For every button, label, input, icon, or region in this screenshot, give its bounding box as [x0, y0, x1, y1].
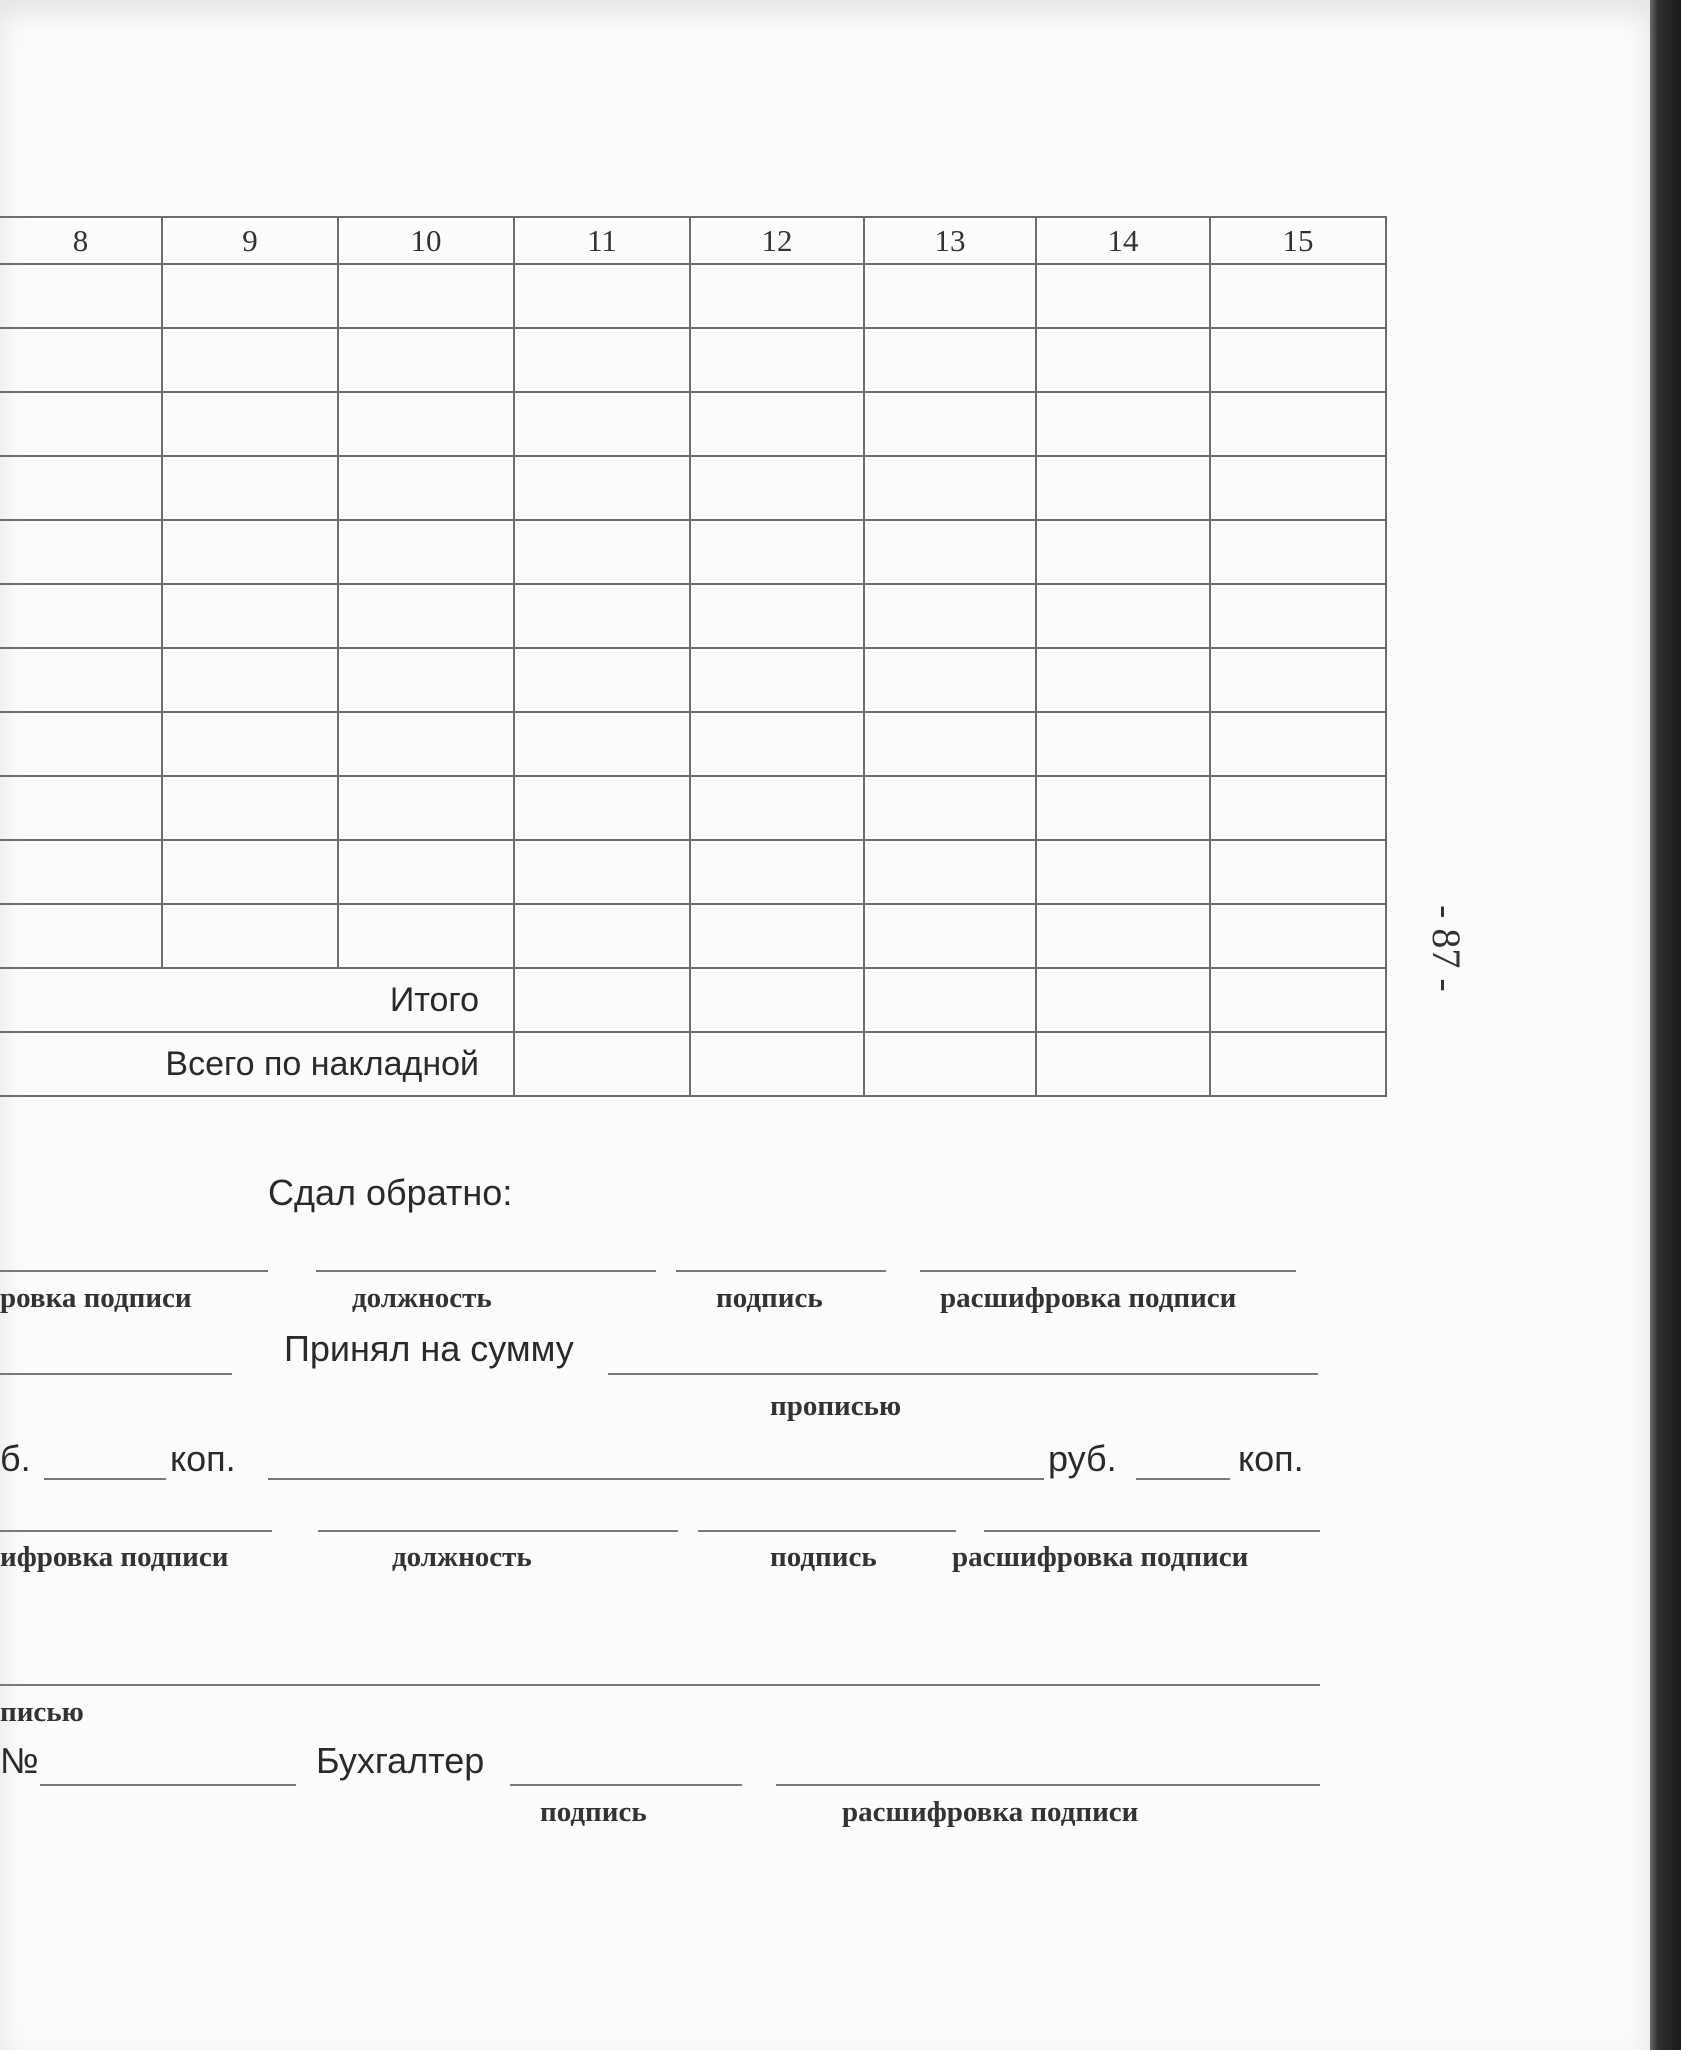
signature-line	[318, 1530, 678, 1532]
table-row	[0, 648, 1386, 712]
table-cell	[690, 520, 864, 584]
table-cell	[864, 584, 1036, 648]
table-cell	[1210, 904, 1386, 968]
table-cell	[338, 648, 514, 712]
table-cell	[864, 712, 1036, 776]
number-sign: №	[0, 1740, 39, 1781]
number-line	[40, 1784, 296, 1786]
table-cell	[690, 904, 864, 968]
table-cell	[162, 264, 338, 328]
col-header: 11	[514, 217, 690, 264]
table-cell	[864, 264, 1036, 328]
table-cell	[162, 328, 338, 392]
table-cell	[1036, 264, 1210, 328]
kop-line	[1136, 1478, 1230, 1480]
table-cell	[514, 776, 690, 840]
table-cell	[1036, 776, 1210, 840]
table-cell	[690, 840, 864, 904]
caption-words: писью	[0, 1696, 84, 1728]
kop-label: коп.	[1238, 1438, 1304, 1479]
table-cell	[162, 520, 338, 584]
col-header: 10	[338, 217, 514, 264]
table-cell	[864, 904, 1036, 968]
col-header: 12	[690, 217, 864, 264]
caption-words: прописью	[770, 1390, 902, 1422]
table-cell	[864, 328, 1036, 392]
table-cell	[0, 648, 162, 712]
table-cell	[1036, 456, 1210, 520]
table-cell	[0, 392, 162, 456]
table-cell	[1210, 456, 1386, 520]
signature-line	[676, 1270, 886, 1272]
table-cell	[162, 456, 338, 520]
table-cell	[864, 456, 1036, 520]
table-cell	[0, 328, 162, 392]
table-cell	[1210, 968, 1386, 1032]
table-cell	[162, 904, 338, 968]
caption-position: должность	[352, 1282, 492, 1314]
table-cell	[514, 648, 690, 712]
table-cell	[162, 392, 338, 456]
signature-line	[0, 1270, 268, 1272]
table-cell	[864, 648, 1036, 712]
table-cell	[338, 328, 514, 392]
col-header: 8	[0, 217, 162, 264]
table-cell	[690, 392, 864, 456]
table-cell	[690, 456, 864, 520]
table-cell	[338, 584, 514, 648]
scan-edge	[1650, 0, 1681, 2050]
table-cell	[1210, 648, 1386, 712]
table-cell	[1036, 712, 1210, 776]
table-cell	[690, 1032, 864, 1096]
caption-decode: расшифровка подписи	[952, 1541, 1249, 1573]
table-cell	[338, 840, 514, 904]
rub-label: б.	[0, 1438, 31, 1479]
table-cell	[1036, 328, 1210, 392]
table-cell	[1210, 328, 1386, 392]
vsego-label: Всего по накладной	[0, 1032, 514, 1096]
table-cell	[0, 904, 162, 968]
caption-decode: расшифровка подписи	[842, 1796, 1139, 1828]
table-cell	[1210, 712, 1386, 776]
col-header: 13	[864, 217, 1036, 264]
table-cell	[514, 712, 690, 776]
itogo-row	[0, 968, 1386, 1032]
table-cell	[0, 776, 162, 840]
table-cell	[0, 264, 162, 328]
signature-line	[920, 1270, 1296, 1272]
table-cell	[690, 328, 864, 392]
amount-line	[0, 1684, 1320, 1686]
caption-signature: подпись	[770, 1541, 877, 1573]
table-cell	[1036, 520, 1210, 584]
col-header: 15	[1210, 217, 1386, 264]
table-cell	[0, 712, 162, 776]
col-header: 9	[162, 217, 338, 264]
table-cell	[514, 904, 690, 968]
caption-decode: ровка подписи	[0, 1282, 192, 1314]
table-cell	[514, 1032, 690, 1096]
table-cell	[1036, 904, 1210, 968]
table-cell	[864, 392, 1036, 456]
table-cell	[162, 648, 338, 712]
table-cell	[338, 776, 514, 840]
signature-line	[0, 1373, 232, 1375]
table-cell	[864, 1032, 1036, 1096]
table-cell	[1210, 392, 1386, 456]
table-cell	[1036, 968, 1210, 1032]
table-cell	[162, 712, 338, 776]
signature-line	[316, 1270, 656, 1272]
table-cell	[514, 456, 690, 520]
table-cell	[690, 776, 864, 840]
caption-signature: подпись	[540, 1796, 647, 1828]
table-cell	[338, 264, 514, 328]
caption-decode: ифровка подписи	[0, 1541, 229, 1573]
table-row	[0, 456, 1386, 520]
table-cell	[338, 712, 514, 776]
col-header: 14	[1036, 217, 1210, 264]
itogo-label: Итого	[0, 968, 514, 1032]
table-cell	[162, 840, 338, 904]
table-cell	[514, 264, 690, 328]
table-cell	[1210, 1032, 1386, 1096]
kop-label: коп.	[170, 1438, 236, 1479]
table-cell	[0, 584, 162, 648]
table-cell	[1036, 584, 1210, 648]
table-cell	[1036, 1032, 1210, 1096]
signature-line	[0, 1530, 272, 1532]
table-cell	[864, 776, 1036, 840]
caption-decode: расшифровка подписи	[940, 1282, 1237, 1314]
table-cell	[338, 392, 514, 456]
table-cell	[1036, 648, 1210, 712]
table-cell	[1210, 520, 1386, 584]
table-cell	[0, 840, 162, 904]
table-row	[0, 904, 1386, 968]
accepted-label: Принял на сумму	[284, 1328, 574, 1369]
amount-line	[268, 1478, 1044, 1480]
table-cell	[864, 968, 1036, 1032]
table-cell	[690, 968, 864, 1032]
vsego-row	[0, 1032, 1386, 1096]
table-cell	[514, 328, 690, 392]
table-cell	[338, 520, 514, 584]
table-cell	[690, 648, 864, 712]
table-cell	[338, 456, 514, 520]
table-cell	[514, 520, 690, 584]
amount-line	[608, 1373, 1318, 1375]
signature-line	[984, 1530, 1320, 1532]
table-row	[0, 520, 1386, 584]
table-cell	[690, 264, 864, 328]
table-row	[0, 776, 1386, 840]
table-cell	[162, 584, 338, 648]
signature-line	[698, 1530, 956, 1532]
table-cell	[1036, 840, 1210, 904]
signature-line	[510, 1784, 742, 1786]
table-cell	[514, 968, 690, 1032]
table-cell	[1036, 392, 1210, 456]
goods-table	[0, 216, 1387, 1097]
caption-position: должность	[392, 1541, 532, 1573]
rub-line	[44, 1478, 166, 1480]
table-cell	[0, 520, 162, 584]
table-cell	[864, 840, 1036, 904]
table-cell	[514, 584, 690, 648]
table-row	[0, 712, 1386, 776]
returned-title: Сдал обратно:	[268, 1172, 513, 1213]
table-row	[0, 328, 1386, 392]
signature-line	[776, 1784, 1320, 1786]
accountant-label: Бухгалтер	[316, 1740, 485, 1781]
table-cell	[1210, 776, 1386, 840]
table-row	[0, 392, 1386, 456]
caption-signature: подпись	[716, 1282, 823, 1314]
table-row	[0, 584, 1386, 648]
table-row	[0, 840, 1386, 904]
page-number: - 87 -	[1424, 905, 1469, 992]
table-cell	[514, 840, 690, 904]
table-row	[0, 264, 1386, 328]
table-cell	[1210, 840, 1386, 904]
table-cell	[514, 392, 690, 456]
table-cell	[1210, 584, 1386, 648]
rub-label: руб.	[1048, 1438, 1117, 1479]
table-cell	[690, 584, 864, 648]
table-cell	[338, 904, 514, 968]
table-cell	[1210, 264, 1386, 328]
table-cell	[690, 712, 864, 776]
table-cell	[0, 456, 162, 520]
table-cell	[864, 520, 1036, 584]
table-cell	[162, 776, 338, 840]
table-header-row	[0, 217, 1386, 264]
